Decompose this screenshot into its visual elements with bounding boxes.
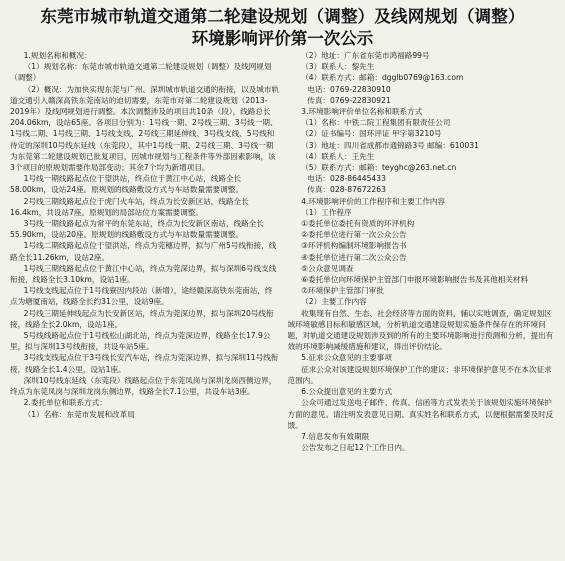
right-paragraph: 征求公众对该建设规划环境保护工作的建议；非环境保护意见不在本次征求范围内。 [287,364,552,385]
right-paragraph: （3）地址：四川省成都市通锦路3号 邮编：610031 [301,140,479,150]
right-paragraph: 传真：0769-22830921 [307,95,391,105]
left-paragraph: 2号线三期延伸线起点为长安新区站，终点为莞深边界，拟与深圳20号线衔接，线路全长2.0km，设站1座。 [10,308,274,329]
right-paragraph: 3.环境影响评价单位名称和联系方式 [301,107,423,117]
right-paragraph: （3）联系人：黎先生 [301,62,375,72]
notice-body [10,50,557,561]
right-paragraph: 7.信息发布有效期限 [301,431,370,441]
left-paragraph: 深圳10号线东延线（东莞段）线路起点位于东莞凤岗与深圳龙岗西侧边界，终点为东莞凤岗与深圳龙岗东侧边界，线路全长7.1公里，共设车站3座。 [10,375,277,397]
left-paragraph: （2）概况：为加快实现东莞与广州、深圳城市轨道交通的衔接，以及城市轨道交通引入赣深高铁东莞南站的迫切需要，东莞市对第二轮建设规划（2013-2019年）及线网规划进行调整。本次调整涉及的项目共10条（段），线路总长204.06km，设站65座。各项目分别为：1号线一期、2号线三期、3号线一期、1号线二期、1号线三期、1号线支线、2号线三期延伸线、3号线支线、5号线和待定的深圳10号线东延线（东莞段），其中1号线一期、2号线三期、3号线一期为东莞第二轮建设规划已批复项目，因城市规划与工程条件等外部因素影响，该3个项目的原规划需要作局部变动；其余7个均为新增项目。 [10,84,280,173]
right-paragraph: ①委托单位委托有资质的环评机构 [301,219,415,229]
right-paragraph: （5）联系方式：邮箱：teyghc@263.net.cn [301,163,457,173]
right-column [288,50,558,561]
left-paragraph: 1号线支线起点位于1号线寮因内段站（新增），途经赣深高铁东莞南站，终点为塘厦南站，线路全长约31公里，设站9座。 [10,286,273,307]
right-paragraph: （4）联系人：王先生 [301,151,375,161]
right-paragraph: 公众可通过发送电子邮件、传真、信函等方式发表关于该规划实施环境保护方面的意见。请注明发表意见日期、真实姓名和联系方式，以便根据需要及时反馈。 [287,398,554,430]
right-paragraph: 6.公众提出意见的主要方式 [301,387,392,397]
right-paragraph: 公告发布之日起12个工作日内。 [301,443,410,453]
right-paragraph: ③环评机构编制环境影响报告书 [301,241,407,251]
right-paragraph: （2）主要工作内容 [301,297,367,307]
left-paragraph: （1）规划名称：东莞市城市轨道交通第二轮建设规划（调整）及线网规划（调整） [10,62,272,83]
notice-title [10,6,555,49]
left-paragraph: 3号线支线起点位于3号线长安汽车站，终点为莞深边界，拟与深圳11号线衔接，线路全长1.4公里，设站1座。 [10,353,279,374]
right-paragraph: 电话：028-86445433 [307,174,386,184]
left-paragraph: 2.委托单位和联系方式： [23,398,107,408]
right-paragraph: 收集现有自然、生态、社会经济等方面的资料，辅以实地调查，确定规划区域环境敏感目标和敏感区域，分析轨道交通建设规划实施条件保存在的环境问题，对轨道交通建设规划涉及到的所有的主要环境影响进行预测和分析，提出有效的环境影响减缓措施和建议，得出评价结论。 [287,308,554,352]
right-paragraph: 传真：028-87672263 [307,185,386,195]
left-paragraph: 1.规划名称和概况： [23,51,92,60]
left-paragraph: 2号线三期线路起点位于虎门火车站，终点为长安新区站，线路全长16.4km，共设站7座。原规划的局部站位方案需要调整。 [10,196,249,217]
right-paragraph: （4）联系方式：邮箱：dgglb0769@163.com [301,73,464,83]
right-paragraph: （2）证书编号：国环评证 甲字第3210号 [301,129,442,139]
right-paragraph: ⑥委托单位向环境保护主管部门申报环境影响报告书及其他相关材料 [301,275,529,285]
right-paragraph: 4.环境影响评价的工作程序和主要工作内容 [301,196,446,206]
left-paragraph: 1号线一期线路起点位于望洪站，终点位于黄江中心站，线路全长58.00km，设站24座。原规划的线路敷设方式与车站数量需要调整。 [10,174,244,195]
left-paragraph: 1号线二期线路起点位于望洪站，终点为莞穗边界，拟与广州5号线衔接，线路全长11.26km，设站2座。 [10,241,277,262]
right-paragraph: ⑦环境保护主管部门审批 [301,286,384,296]
title-line-2: 环境影响评价第一次公示 [191,29,374,48]
right-paragraph: 电话：0769-22830910 [307,84,391,94]
right-paragraph: （1）名称：中铁二院工程集团有限责任公司 [301,118,451,128]
left-paragraph: （1）名称：东莞市发展和改革局 [23,409,135,419]
right-paragraph: （2）地址：广东省东莞市鸿福路99号 [301,51,430,60]
left-paragraph: 1号线三期线路起点位于黄江中心站，终点为莞深边界，拟与深圳6号线支线衔接，线路全长3.10km，设站1座。 [10,263,277,285]
left-paragraph: 5号线线路起点位于1号线松山湖北站，终点为莞深边界，线路全长17.9公里，拟与深圳13号线衔接，共设车站5座。 [10,331,271,352]
right-paragraph: （1）工作程序 [301,207,352,217]
right-paragraph: ②委托单位进行第一次公众公告 [301,230,407,240]
right-paragraph: ④委托单位进行第二次公众公告 [301,252,407,262]
right-paragraph: ⑤公众意见调查 [301,263,354,273]
left-column [10,50,280,561]
title-line-1: 东莞市城市轨道交通第二轮建设规划（调整）及线网规划（调整） [40,7,525,26]
left-paragraph: 3号线一期线路起点为常平的东莞东站，终点为长安新区南站，线路全长55.90km，设站20座。原规划的线路敷设方式与车站数量需要调整。 [10,219,264,240]
right-paragraph: 5.征求公众意见的主要事项 [301,353,392,363]
